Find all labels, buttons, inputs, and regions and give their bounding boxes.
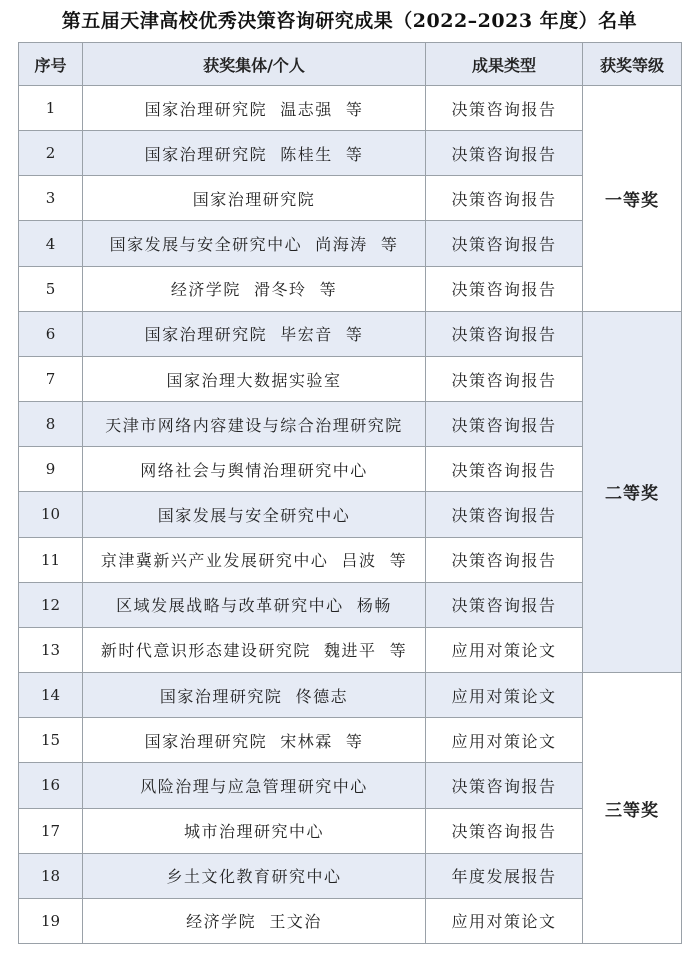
page-title: 第五届天津高校优秀决策咨询研究成果（2022–2023 年度）名单 bbox=[61, 10, 638, 32]
row-type: 决策咨询报告 bbox=[426, 266, 583, 311]
level-first-prize: 一等奖 bbox=[583, 86, 682, 312]
awards-table bbox=[18, 42, 682, 944]
row-type: 应用对策论文 bbox=[426, 718, 583, 763]
table-row bbox=[19, 402, 682, 447]
table-row bbox=[19, 718, 682, 763]
row-type: 应用对策论文 bbox=[426, 627, 583, 672]
table-row bbox=[19, 898, 682, 943]
row-type: 决策咨询报告 bbox=[426, 311, 583, 356]
table-row bbox=[19, 537, 682, 582]
row-type: 决策咨询报告 bbox=[426, 176, 583, 221]
row-number: 3 bbox=[19, 176, 83, 221]
table-row bbox=[19, 266, 682, 311]
table-row bbox=[19, 492, 682, 537]
header-level: 获奖等级 bbox=[583, 43, 682, 86]
table-row bbox=[19, 356, 682, 401]
row-type: 决策咨询报告 bbox=[426, 808, 583, 853]
row-number: 16 bbox=[19, 763, 83, 808]
row-winner: 国家发展与安全研究中心 尚海涛 等 bbox=[83, 221, 426, 266]
row-winner: 新时代意识形态建设研究院 魏进平 等 bbox=[83, 627, 426, 672]
row-type: 应用对策论文 bbox=[426, 673, 583, 718]
row-number: 14 bbox=[19, 673, 83, 718]
row-winner: 经济学院 滑冬玲 等 bbox=[83, 266, 426, 311]
row-winner: 国家治理研究院 陈桂生 等 bbox=[83, 131, 426, 176]
row-number: 18 bbox=[19, 853, 83, 898]
table-row bbox=[19, 131, 682, 176]
row-number: 9 bbox=[19, 447, 83, 492]
header-no: 序号 bbox=[19, 43, 83, 86]
row-winner: 京津冀新兴产业发展研究中心 吕波 等 bbox=[83, 537, 426, 582]
table-row bbox=[19, 86, 682, 131]
table-row bbox=[19, 582, 682, 627]
row-winner: 国家治理研究院 毕宏音 等 bbox=[83, 311, 426, 356]
row-winner: 国家治理研究院 温志强 等 bbox=[83, 86, 426, 131]
row-winner: 乡土文化教育研究中心 bbox=[83, 853, 426, 898]
row-type: 年度发展报告 bbox=[426, 853, 583, 898]
table-row bbox=[19, 176, 682, 221]
row-winner: 天津市网络内容建设与综合治理研究院 bbox=[83, 402, 426, 447]
row-type: 决策咨询报告 bbox=[426, 492, 583, 537]
level-third-prize: 三等奖 bbox=[583, 673, 682, 944]
table-row bbox=[19, 673, 682, 718]
row-number: 15 bbox=[19, 718, 83, 763]
table-row bbox=[19, 853, 682, 898]
table-row bbox=[19, 311, 682, 356]
row-number: 5 bbox=[19, 266, 83, 311]
table-row bbox=[19, 808, 682, 853]
row-type: 决策咨询报告 bbox=[426, 537, 583, 582]
row-type: 决策咨询报告 bbox=[426, 582, 583, 627]
row-winner: 国家治理研究院 佟德志 bbox=[83, 673, 426, 718]
row-number: 10 bbox=[19, 492, 83, 537]
row-type: 决策咨询报告 bbox=[426, 763, 583, 808]
row-winner: 国家治理研究院 宋林霖 等 bbox=[83, 718, 426, 763]
row-winner: 网络社会与舆情治理研究中心 bbox=[83, 447, 426, 492]
table-row bbox=[19, 763, 682, 808]
table-header-row bbox=[19, 43, 682, 86]
row-number: 12 bbox=[19, 582, 83, 627]
row-winner: 区域发展战略与改革研究中心 杨畅 bbox=[83, 582, 426, 627]
table-row bbox=[19, 447, 682, 492]
row-number: 2 bbox=[19, 131, 83, 176]
level-second-prize: 二等奖 bbox=[583, 311, 682, 672]
header-winner: 获奖集体/个人 bbox=[83, 43, 426, 86]
table-row bbox=[19, 627, 682, 672]
row-number: 4 bbox=[19, 221, 83, 266]
row-winner: 风险治理与应急管理研究中心 bbox=[83, 763, 426, 808]
row-number: 11 bbox=[19, 537, 83, 582]
row-number: 19 bbox=[19, 898, 83, 943]
row-winner: 国家治理研究院 bbox=[83, 176, 426, 221]
row-winner: 城市治理研究中心 bbox=[83, 808, 426, 853]
row-type: 决策咨询报告 bbox=[426, 402, 583, 447]
row-number: 13 bbox=[19, 627, 83, 672]
row-winner: 经济学院 王文治 bbox=[83, 898, 426, 943]
row-type: 决策咨询报告 bbox=[426, 221, 583, 266]
row-type: 应用对策论文 bbox=[426, 898, 583, 943]
row-number: 8 bbox=[19, 402, 83, 447]
row-number: 7 bbox=[19, 356, 83, 401]
row-type: 决策咨询报告 bbox=[426, 131, 583, 176]
row-type: 决策咨询报告 bbox=[426, 447, 583, 492]
row-number: 1 bbox=[19, 86, 83, 131]
row-winner: 国家治理大数据实验室 bbox=[83, 356, 426, 401]
header-type: 成果类型 bbox=[426, 43, 583, 86]
row-winner: 国家发展与安全研究中心 bbox=[83, 492, 426, 537]
row-type: 决策咨询报告 bbox=[426, 86, 583, 131]
table-row bbox=[19, 221, 682, 266]
row-type: 决策咨询报告 bbox=[426, 356, 583, 401]
row-number: 17 bbox=[19, 808, 83, 853]
row-number: 6 bbox=[19, 311, 83, 356]
